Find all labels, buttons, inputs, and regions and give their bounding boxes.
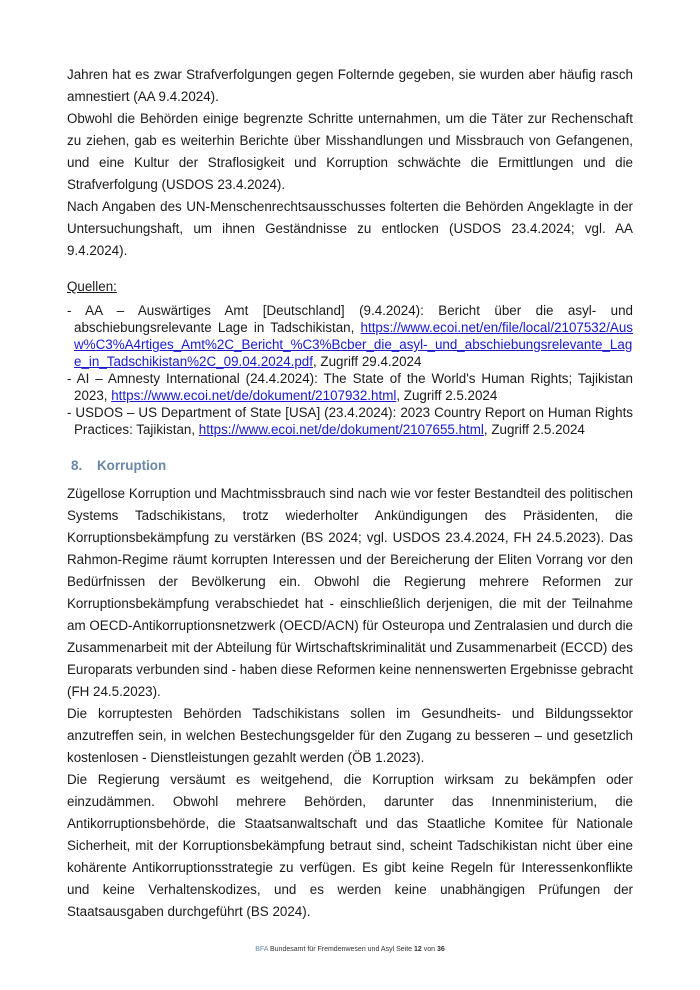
- sources-heading: Quellen:: [67, 279, 117, 294]
- section-title: Korruption: [97, 458, 167, 473]
- footer-page-number: 12: [414, 946, 422, 953]
- footer-page-total: 36: [437, 946, 445, 953]
- source-item: [67, 302, 633, 370]
- paragraph: Die korruptesten Behörden Tadschikistans sollen im Gesundheits- und Bildungssektor anzutreffen sein, in welchen Bestechungsgelder für den Zugang zu besseren – und gesetzlich kostenlosen - Dienstleistungen gezahlt werden (ÖB 1.2023).: [67, 706, 633, 765]
- source-text: - USDOS – US Department of State [USA] (23.4.2024): 2023 Country Report on Human Rights Practices: Tajikistan,: [67, 405, 633, 437]
- source-link[interactable]: https://www.ecoi.net/en/file/local/2107532/Ausw%C3%A4rtiges_Amt%2C_Bericht_%C3%Bcber_die_asyl-_und_abschiebungsrelevante_Lage_in_Tadschikistan%2C_09.04.2024.pdf: [74, 320, 633, 369]
- footer-org: Bundesamt für Fremdenwesen und Asyl: [270, 946, 395, 953]
- source-link[interactable]: https://www.ecoi.net/de/dokument/2107932.html: [111, 388, 397, 403]
- section-heading: [71, 458, 633, 474]
- source-link[interactable]: https://www.ecoi.net/de/dokument/2107655.html: [198, 422, 484, 437]
- footer-of-label: von: [423, 946, 436, 953]
- source-item: [67, 370, 633, 404]
- source-text: - AA – Auswärtiges Amt [Deutschland] (9.4.2024): Bericht über die asyl- und abschiebungsrelevante Lage in Tadschikistan,: [67, 303, 633, 335]
- sources-list: [67, 302, 633, 438]
- paragraph: Jahren hat es zwar Strafverfolgungen gegen Folternde gegeben, sie wurden aber häufig rasch amnestiert (AA 9.4.2024).: [67, 67, 633, 104]
- source-access-date: , Zugriff 2.5.2024: [483, 422, 585, 437]
- footer-page-label: Seite: [396, 946, 413, 953]
- source-text: - AI – Amnesty International (24.4.2024): The State of the World's Human Rights; Tajikistan 2023,: [67, 371, 633, 403]
- paragraph: Nach Angaben des UN-Menschenrechtsausschusses folterten die Behörden Angeklagte in der Untersuchungshaft, um ihnen Geständnisse zu entlocken (USDOS 23.4.2024; vgl. AA 9.4.2024).: [67, 199, 633, 258]
- paragraph: Obwohl die Behörden einige begrenzte Schritte unternahmen, um die Täter zur Rechenschaft zu ziehen, gab es weiterhin Berichte über Misshandlungen und Missbrauch von Gefangenen, und eine Kultur der Straflosigkeit und Korruption schwächte die Ermittlungen und die Strafverfolgung (USDOS 23.4.2024).: [67, 111, 633, 192]
- source-access-date: , Zugriff 2.5.2024: [396, 388, 498, 403]
- section-number: 8.: [71, 458, 83, 473]
- paragraph: Die Regierung versäumt es weitgehend, die Korruption wirksam zu bekämpfen oder einzudämmen. Obwohl mehrere Behörden, darunter das Innenministerium, die Antikorruptionsbehörde, die Staatsanwaltschaft und das Staatliche Komitee für Nationale Sicherheit, mit der Korruptionsbekämpfung betraut sind, scheint Tadschikistan nicht über eine kohärente Antikorruptionsstrategie zu verfügen. Es gibt keine Regeln für Interessenkonflikte und keine Verhaltenskodizes, und es werden keine unabhängigen Prüfungen der Staatsausgaben durchgeführt (BS 2024).: [67, 772, 633, 919]
- source-item: [67, 404, 633, 438]
- bfa-logo: BFA: [255, 946, 269, 953]
- page-footer: [0, 945, 700, 975]
- paragraph: Zügellose Korruption und Machtmissbrauch sind nach wie vor fester Bestandteil des politischen Systems Tadschikistans, trotz wiederholter Ankündigungen des Präsidenten, die Korruptionsbekämpfung zu verstärken (BS 2024; vgl. USDOS 23.4.2024, FH 24.5.2023). Das Rahmon-Regime räumt korrupten Interessen und der Bereicherung der Eliten Vorrang vor den Bedürfnissen der Bevölkerung ein. Obwohl die Regierung mehrere Reformen zur Korruptionsbekämpfung verabschiedet hat - einschließlich derjenigen, die mit der Teilnahme am OECD-Antikorruptionsnetzwerk (OECD/ACN) für Osteuropa und Zentralasien und durch die Zusammenarbeit mit der Abteilung für Wirtschaftskriminalität und Zusammenarbeit (ECCD) des Europarats verbunden sind - haben diese Reformen keine nennenswerten Ergebnisse gebracht (FH 24.5.2023).: [67, 486, 633, 699]
- source-access-date: , Zugriff 29.4.2024: [312, 354, 422, 369]
- document-body: [67, 0, 633, 923]
